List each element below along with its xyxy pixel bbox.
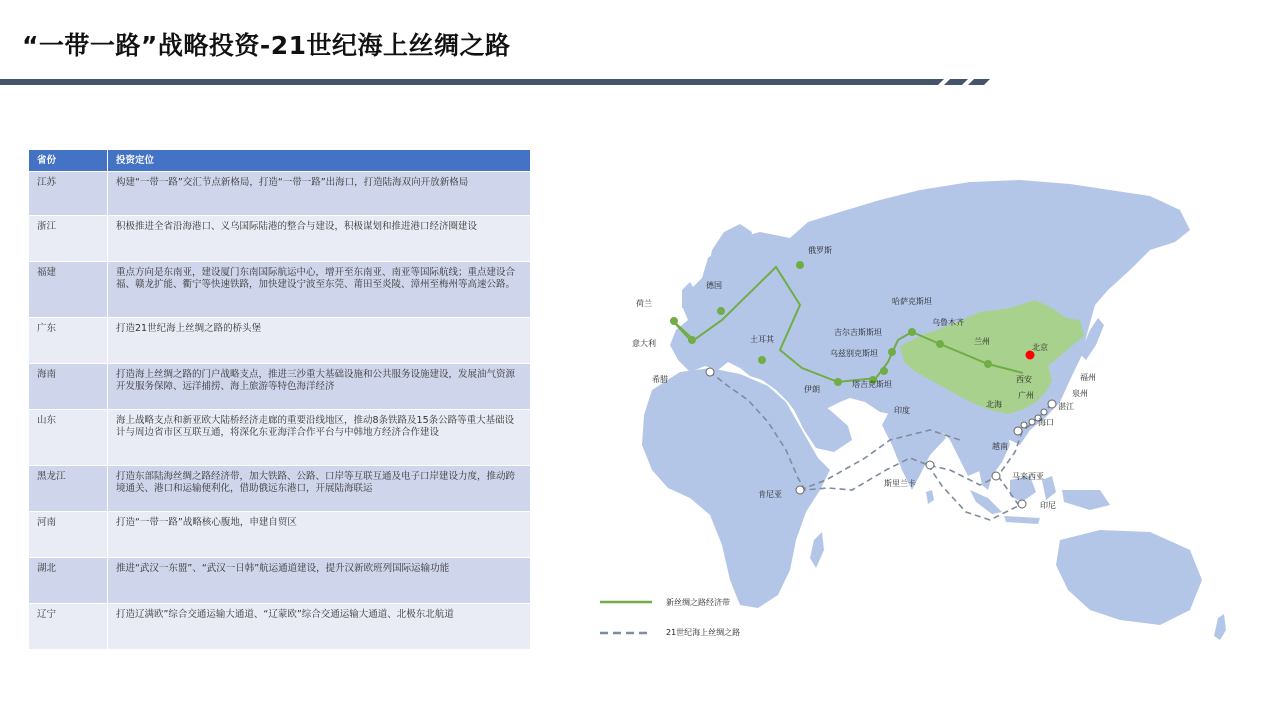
position-cell: 打造海上丝绸之路的门户战略支点，推进三沙重大基础设施和公共服务设施建设，发展油气资源开发服务保障、远洋捕捞、海上旅游等特色海洋经济 (108, 364, 531, 410)
table-row (29, 512, 531, 558)
label-haikou: 海口 (1038, 418, 1054, 427)
sri-lanka-landmass (926, 490, 934, 504)
column-header-province: 省份 (29, 150, 108, 172)
province-cell: 黑龙江 (29, 466, 108, 512)
label-beijing: 北京 (1032, 343, 1048, 352)
new-zealand-landmass (1214, 614, 1226, 640)
position-cell: 海上战略支点和新亚欧大陆桥经济走廊的重要沿线地区，推动8条铁路及15条公路等重大基础设计与周边省市区互联互通，将深化东亚海洋合作平台与中韩地方经济合作建设 (108, 410, 531, 466)
province-cell: 浙江 (29, 216, 108, 262)
table-row (29, 364, 531, 410)
position-cell: 打造辽满欧”综合交通运输大通道、“辽蒙欧”综合交通运输大通道、北极东北航道 (108, 604, 531, 650)
title-rule (0, 79, 990, 85)
investment-table (28, 149, 531, 650)
province-cell: 河南 (29, 512, 108, 558)
table-row (29, 558, 531, 604)
label-kenya: 肯尼亚 (758, 490, 782, 499)
table-row (29, 262, 531, 318)
label-kyrgyzstan: 吉尔吉斯斯坦 (834, 328, 882, 337)
label-netherlands: 荷兰 (636, 299, 652, 308)
label-vietnam: 越南 (992, 442, 1008, 451)
australia-landmass (1056, 530, 1202, 625)
position-cell: 推进“武汉一东盟”、“武汉一日韩”航运通道建设，提升汉新欧班列国际运输功能 (108, 558, 531, 604)
table-row (29, 318, 531, 364)
label-fuzhou: 福州 (1080, 373, 1096, 382)
province-cell: 辽宁 (29, 604, 108, 650)
column-header-position: 投资定位 (108, 150, 531, 172)
label-malaysia: 马来西亚 (1012, 472, 1044, 481)
position-cell: 打造“一带一路”战略核心腹地，申建自贸区 (108, 512, 531, 558)
label-germany: 德国 (706, 281, 722, 290)
province-cell: 湖北 (29, 558, 108, 604)
label-india: 印度 (894, 406, 910, 415)
madagascar-landmass (810, 532, 824, 568)
province-cell: 海南 (29, 364, 108, 410)
table-row (29, 466, 531, 512)
label-kazakhstan: 哈萨克斯坦 (892, 297, 932, 306)
legend-land-label: 新丝绸之路经济带 (666, 598, 730, 607)
label-iran: 伊朗 (804, 385, 820, 394)
label-tajikistan: 塔吉克斯坦 (852, 380, 892, 389)
label-sri-lanka: 斯里兰卡 (884, 479, 916, 488)
label-italy: 意大利 (632, 339, 656, 348)
label-indonesia: 印尼 (1040, 501, 1056, 510)
label-xian: 西安 (1016, 375, 1032, 384)
silk-road-map (590, 140, 1230, 665)
label-lanzhou: 兰州 (974, 337, 990, 346)
label-quanzhou: 泉州 (1072, 389, 1088, 398)
label-guangzhou: 广州 (1018, 391, 1034, 400)
table-row (29, 216, 531, 262)
table-row (29, 172, 531, 216)
page-title: “一带一路”战略投资-21世纪海上丝绸之路 (22, 31, 511, 60)
legend-sea-label: 21世纪海上丝绸之路 (666, 628, 741, 637)
label-urumqi: 乌鲁木齐 (932, 318, 964, 327)
province-cell: 福建 (29, 262, 108, 318)
province-cell: 江苏 (29, 172, 108, 216)
position-cell: 打造东部陆海丝绸之路经济带，加大铁路、公路、口岸等互联互通及电子口岸建设力度，推动跨境通关、港口和运输便利化，借助俄远东港口，开展陆海联运 (108, 466, 531, 512)
label-zhanjiang: 湛江 (1058, 402, 1074, 411)
position-cell: 重点方向是东南亚，建设厦门东南国际航运中心，增开至东南亚、南亚等国际航线；重点建设合福、赣龙扩能、衢宁等快速铁路，加快建设宁波至东莞、莆田至炎陵、漳州至梅州等高速公路。 (108, 262, 531, 318)
position-cell: 积极推进全省沿海港口、义乌国际陆港的整合与建设，积极谋划和推进港口经济圈建设 (108, 216, 531, 262)
indonesia-islands (970, 476, 1110, 524)
table-row (29, 604, 531, 650)
map-legend (600, 597, 740, 637)
province-cell: 山东 (29, 410, 108, 466)
position-cell: 打造21世纪海上丝绸之路的桥头堡 (108, 318, 531, 364)
position-cell: 构建“一带一路”交汇节点新格局，打造“一带一路”出海口，打造陆海双向开放新格局 (108, 172, 531, 216)
table-row (29, 410, 531, 466)
label-greece: 希腊 (652, 375, 668, 384)
label-uzbekistan: 乌兹别克斯坦 (830, 349, 878, 358)
label-beihai: 北海 (986, 400, 1002, 409)
label-turkey: 土耳其 (750, 335, 774, 344)
table-header-row (29, 150, 531, 172)
province-cell: 广东 (29, 318, 108, 364)
label-russia: 俄罗斯 (808, 246, 832, 255)
